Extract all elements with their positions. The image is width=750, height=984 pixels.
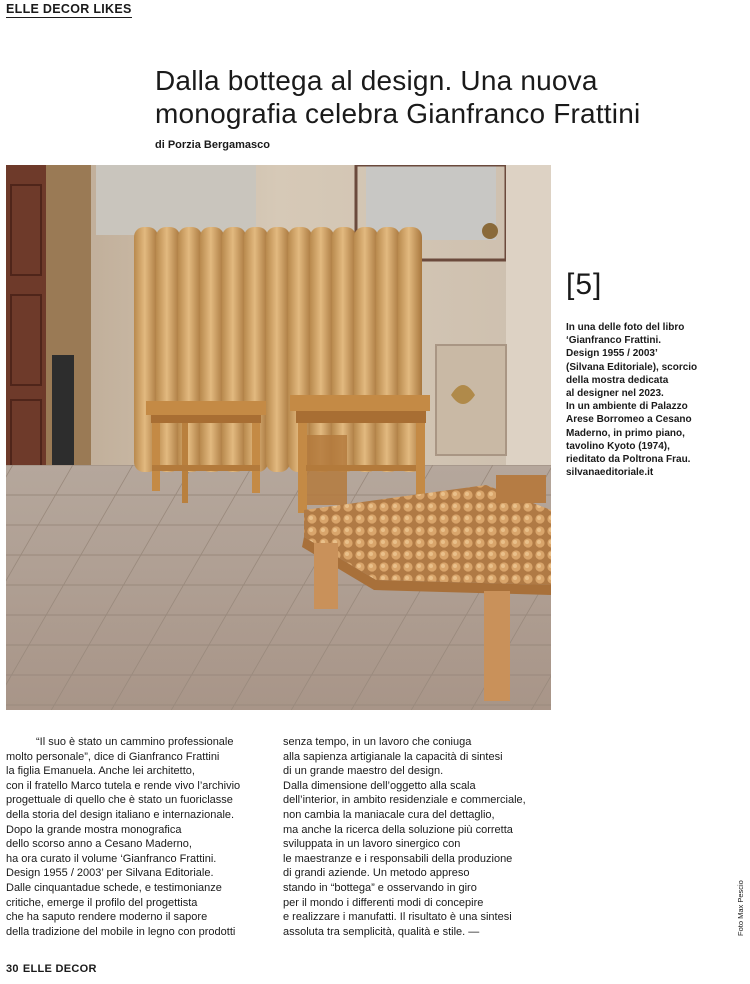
- interior-photo-illustration: [6, 165, 551, 710]
- caption-line: In una delle foto del libro: [566, 322, 685, 333]
- body-line: con il fratello Marco tutela e rende vivo l’archivio: [6, 779, 241, 792]
- body-column-2: [283, 735, 553, 939]
- body-line: Design 1955 / 2003’ per Silvana Editoriale.: [6, 867, 214, 880]
- body-column-1: [6, 735, 286, 939]
- caption-number: [5]: [566, 268, 603, 301]
- body-line: che ha saputo rendere moderno il sapore: [6, 911, 208, 924]
- body-line: alla sapienza artigianale la capacità di sintesi: [283, 750, 503, 763]
- body-line: ma anche la ricerca della soluzione più corretta: [283, 823, 513, 836]
- body-line: della tradizione del mobile in legno con prodotti: [6, 925, 236, 938]
- body-line: di un grande maestro del design.: [283, 765, 444, 778]
- body-line: progettuale di quello che è stato un fuoriclasse: [6, 794, 233, 807]
- body-line: assoluta tra semplicità, qualità e stile. —: [283, 925, 480, 938]
- caption-line: (Silvana Editoriale), scorcio: [566, 361, 698, 373]
- caption-line: Maderno, in primo piano,: [566, 427, 685, 439]
- body-line: sviluppata in un lavoro sinergico con: [283, 838, 461, 851]
- body-line: della storia del design italiano e internazionale.: [6, 808, 235, 821]
- body-line: Dalla dimensione dell’oggetto alla scala: [283, 779, 476, 792]
- caption-line: tavolino Kyoto (1974),: [566, 440, 670, 452]
- page-number: 30: [6, 963, 19, 975]
- byline: di Porzia Bergamasco: [155, 139, 270, 151]
- body-line: non cambia la maniacale cura del dettaglio,: [283, 808, 495, 821]
- body-line: le maestranze e i responsabili della produzione: [283, 852, 513, 865]
- body-line: stando in “bottega” e osservando in giro: [283, 881, 477, 894]
- article-headline: [155, 64, 735, 130]
- caption-line: della mostra dedicata: [566, 374, 669, 386]
- caption-line: In un ambiente di Palazzo: [566, 401, 688, 413]
- caption-line: ‘Gianfranco Frattini.: [566, 335, 662, 347]
- body-line: dello scorso anno a Cesano Maderno,: [6, 838, 192, 851]
- article-photo: [6, 165, 551, 710]
- caption-link: silvanaeditoriale.it: [566, 467, 654, 479]
- caption-line: al designer nel 2023.: [566, 388, 664, 400]
- headline-line-1: Dalla bottega al design. Una nuova: [155, 65, 598, 96]
- body-line: Dopo la grande mostra monografica: [6, 823, 182, 836]
- section-label: ELLE DECOR LIKES: [6, 2, 132, 16]
- photo-caption: [566, 321, 741, 479]
- caption-line: Arese Borromeo a Cesano: [566, 414, 692, 426]
- body-line: molto personale”, dice di Gianfranco Frattini: [6, 750, 220, 763]
- body-line: la figlia Emanuela. Anche lei architetto,: [6, 765, 195, 778]
- body-line: per il mondo i differenti modi di concepire: [283, 896, 484, 909]
- photo-credit: Foto Max Pescio: [736, 880, 745, 936]
- body-line: Dalle cinquantadue schede, e testimonianze: [6, 881, 222, 894]
- magazine-name: ELLE DECOR: [22, 963, 97, 975]
- page-footer: [6, 963, 101, 975]
- headline-line-2: monografia celebra Gianfranco Frattini: [155, 98, 641, 129]
- body-line: di grandi aziende. Un metodo appreso: [283, 867, 470, 880]
- body-line: senza tempo, in un lavoro che coniuga: [283, 736, 472, 748]
- caption-line: rieditato da Poltrona Frau.: [566, 454, 691, 466]
- caption-line: Design 1955 / 2003’: [566, 348, 658, 360]
- body-line: “Il suo è stato un cammino professionale: [36, 736, 234, 748]
- body-line: ha ora curato il volume ‘Gianfranco Frattini.: [6, 852, 217, 865]
- folding-screen: [134, 227, 422, 472]
- body-line: critiche, emerge il profilo del progettista: [6, 896, 198, 909]
- body-line: e realizzare i manufatti. Il risultato è una sintesi: [283, 911, 512, 924]
- body-line: dell’interior, in ambito residenziale e commerciale,: [283, 794, 526, 807]
